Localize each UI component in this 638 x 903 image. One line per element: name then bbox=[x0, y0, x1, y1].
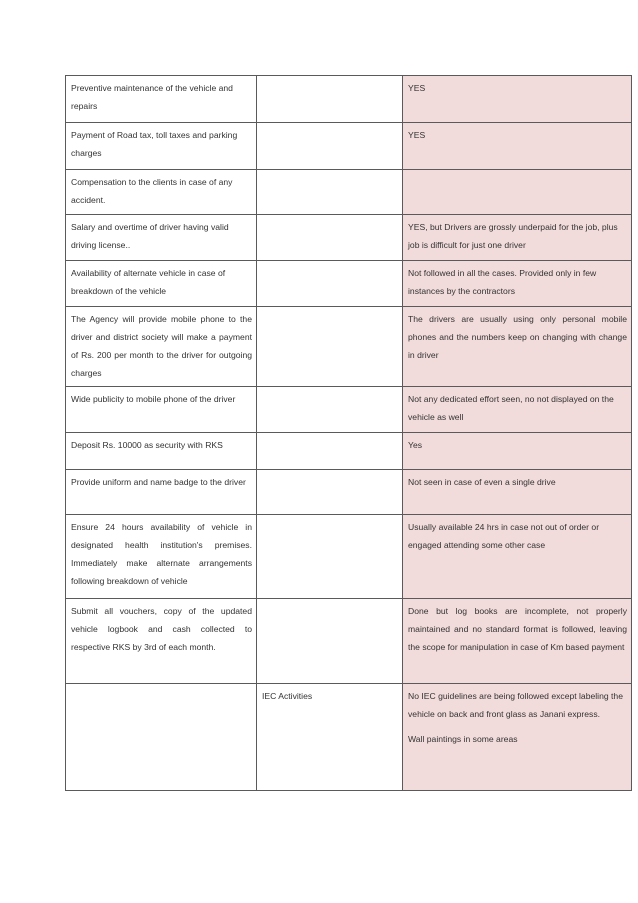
category-cell bbox=[257, 170, 403, 215]
observation-cell: YES bbox=[403, 123, 632, 170]
requirement-cell: Compensation to the clients in case of any accident. bbox=[66, 170, 257, 215]
observation-text: No IEC guidelines are being followed except labeling the vehicle on back and front glass as Janani express. bbox=[408, 691, 623, 719]
requirement-cell: Preventive maintenance of the vehicle and repairs bbox=[66, 76, 257, 123]
category-cell: IEC Activities bbox=[257, 684, 403, 791]
table-row bbox=[66, 76, 632, 123]
observation-cell: YES, but Drivers are grossly underpaid for the job, plus job is difficult for just one driver bbox=[403, 215, 632, 261]
observation-cell: Done but log books are incomplete, not properly maintained and no standard format is followed, leaving the scope for manipulation in case of Km based payment bbox=[403, 599, 632, 684]
table-row bbox=[66, 515, 632, 599]
category-cell bbox=[257, 470, 403, 515]
category-cell bbox=[257, 76, 403, 123]
requirement-cell: Provide uniform and name badge to the driver bbox=[66, 470, 257, 515]
requirement-cell: Ensure 24 hours availability of vehicle in designated health institution's premises. Immediately make alternate arrangements following breakdown of vehicle bbox=[66, 515, 257, 599]
category-cell bbox=[257, 261, 403, 307]
observation-cell: Not followed in all the cases. Provided only in few instances by the contractors bbox=[403, 261, 632, 307]
observation-cell: Usually available 24 hrs in case not out of order or engaged attending some other case bbox=[403, 515, 632, 599]
requirement-cell: Submit all vouchers, copy of the updated vehicle logbook and cash collected to respective RKS by 3rd of each month. bbox=[66, 599, 257, 684]
requirement-cell: Payment of Road tax, toll taxes and parking charges bbox=[66, 123, 257, 170]
table-row bbox=[66, 470, 632, 515]
table-row bbox=[66, 307, 632, 387]
category-cell bbox=[257, 433, 403, 470]
table-row bbox=[66, 215, 632, 261]
requirement-cell: Availability of alternate vehicle in case of breakdown of the vehicle bbox=[66, 261, 257, 307]
category-cell bbox=[257, 307, 403, 387]
requirement-cell: The Agency will provide mobile phone to the driver and district society will make a payment of Rs. 200 per month to the driver for outgoing charges bbox=[66, 307, 257, 387]
category-cell bbox=[257, 215, 403, 261]
requirement-cell: Wide publicity to mobile phone of the driver bbox=[66, 387, 257, 433]
category-cell bbox=[257, 599, 403, 684]
requirements-table bbox=[65, 75, 632, 791]
observation-cell: Not any dedicated effort seen, no not displayed on the vehicle as well bbox=[403, 387, 632, 433]
observation-cell: YES bbox=[403, 76, 632, 123]
table-row bbox=[66, 123, 632, 170]
observation-cell bbox=[403, 170, 632, 215]
table-row bbox=[66, 684, 632, 791]
table-row bbox=[66, 433, 632, 470]
table-row bbox=[66, 170, 632, 215]
requirement-cell: Deposit Rs. 10000 as security with RKS bbox=[66, 433, 257, 470]
observation-cell bbox=[403, 684, 632, 791]
category-cell bbox=[257, 123, 403, 170]
observation-cell: The drivers are usually using only personal mobile phones and the numbers keep on changing with change in driver bbox=[403, 307, 632, 387]
requirement-cell bbox=[66, 684, 257, 791]
table-row bbox=[66, 261, 632, 307]
observation-text-extra: Wall paintings in some areas bbox=[408, 734, 518, 744]
table-row bbox=[66, 387, 632, 433]
requirement-cell: Salary and overtime of driver having valid driving license.. bbox=[66, 215, 257, 261]
table-row bbox=[66, 599, 632, 684]
observation-cell: Yes bbox=[403, 433, 632, 470]
observation-cell: Not seen in case of even a single drive bbox=[403, 470, 632, 515]
category-cell bbox=[257, 515, 403, 599]
category-cell bbox=[257, 387, 403, 433]
